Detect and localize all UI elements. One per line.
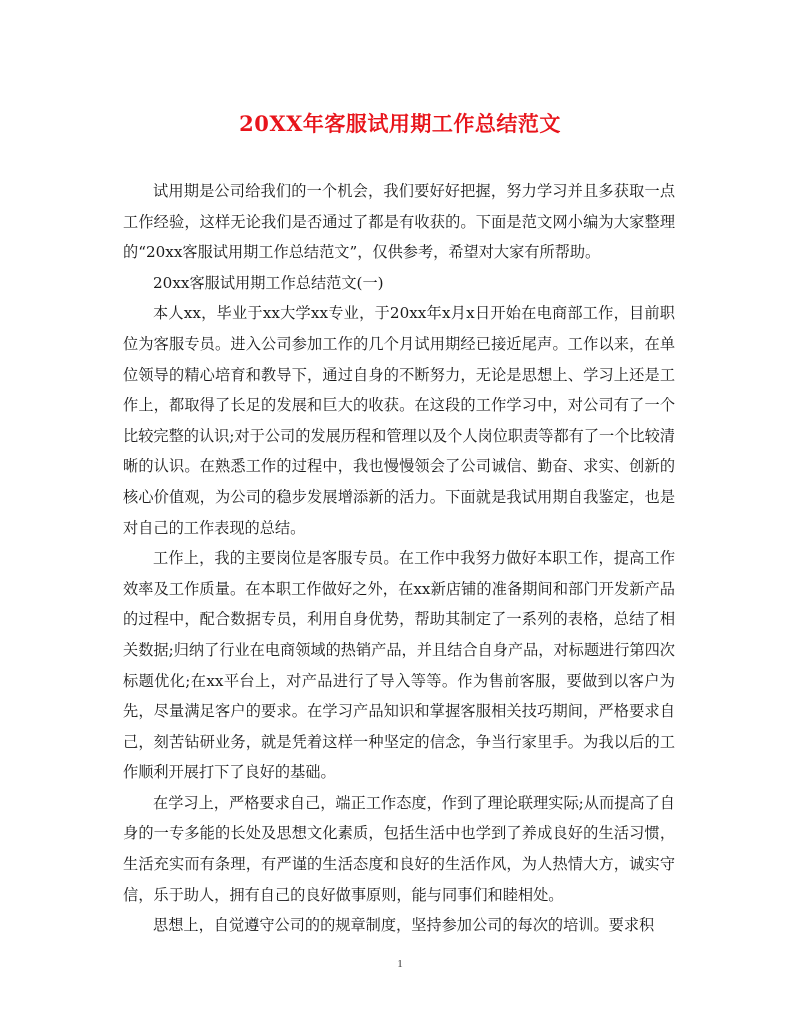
page-number: 1 bbox=[397, 958, 403, 970]
paragraph-work: 工作上，我的主要岗位是客服专员。在工作中我努力做好本职工作，提高工作效率及工作质量。在本职工作做好之外，在xx新店铺的准备期间和部门开发新产品的过程中，配合数据专员，利用自身优势，帮助其制定了一系列的表格，总结了相关数据;归纳了行业在电商领域的热销产品，并且结合自身产品，对标题进行第四次标题优化;在xx平台上，对产品进行了导入等等。作为售前客服，要做到以客户为先，尽量满足客户的要求。在学习产品知识和掌握客服相关技巧期间，严格要求自己，刻苦钻研业务，就是凭着这样一种坚定的信念，争当行家里手。为我以后的工作顺利开展打下了良好的基础。 bbox=[123, 549, 675, 782]
paragraph-study: 在学习上，严格要求自己，端正工作态度，作到了理论联理实际;从而提高了自身的一专多能的长处及思想文化素质，包括生活中也学到了养成良好的生活习惯，生活充实而有条理，有严谨的生活态度和良好的生活作风，为人热情大方，诚实守信，乐于助人，拥有自己的良好做事原则，能与同事们和睦相处。 bbox=[123, 793, 675, 904]
paragraph-self-intro: 本人xx，毕业于xx大学xx专业，于20xx年x月x日开始在电商部工作，目前职位为客服专员。进入公司参加工作的几个月试用期经已接近尾声。工作以来，在单位领导的精心培育和教导下，通过自身的不断努力，无论是思想上、学习上还是工作上，都取得了长足的发展和巨大的收获。在这段的工作学习中，对公司有了一个比较完整的认识;对于公司的发展历程和管理以及个人岗位职责等都有了一个比较清晰的认识。在熟悉工作的过程中，我也慢慢领会了公司诚信、勤奋、求实、创新的核心价值观，为公司的稳步发展增添新的活力。下面就是我试用期自我鉴定，也是对自己的工作表现的总结。 bbox=[123, 304, 675, 537]
section-heading: 20xx客服试用期工作总结范文(一) bbox=[153, 273, 384, 292]
document-body bbox=[123, 176, 675, 941]
paragraph-intro: 试用期是公司给我们的一个机会，我们要好好把握，努力学习并且多获取一点工作经验，这样无论我们是否通过了都是有收获的。下面是范文网小编为大家整理的“20xx客服试用期工作总结范文”，仅供参考，希望对大家有所帮助。 bbox=[123, 182, 675, 262]
paragraph-thought: 思想上，自觉遵守公司的的规章制度，坚持参加公司的每次的培训。要求积 bbox=[153, 916, 655, 935]
document-title: 20XX年客服试用期工作总结范文 bbox=[239, 111, 561, 136]
